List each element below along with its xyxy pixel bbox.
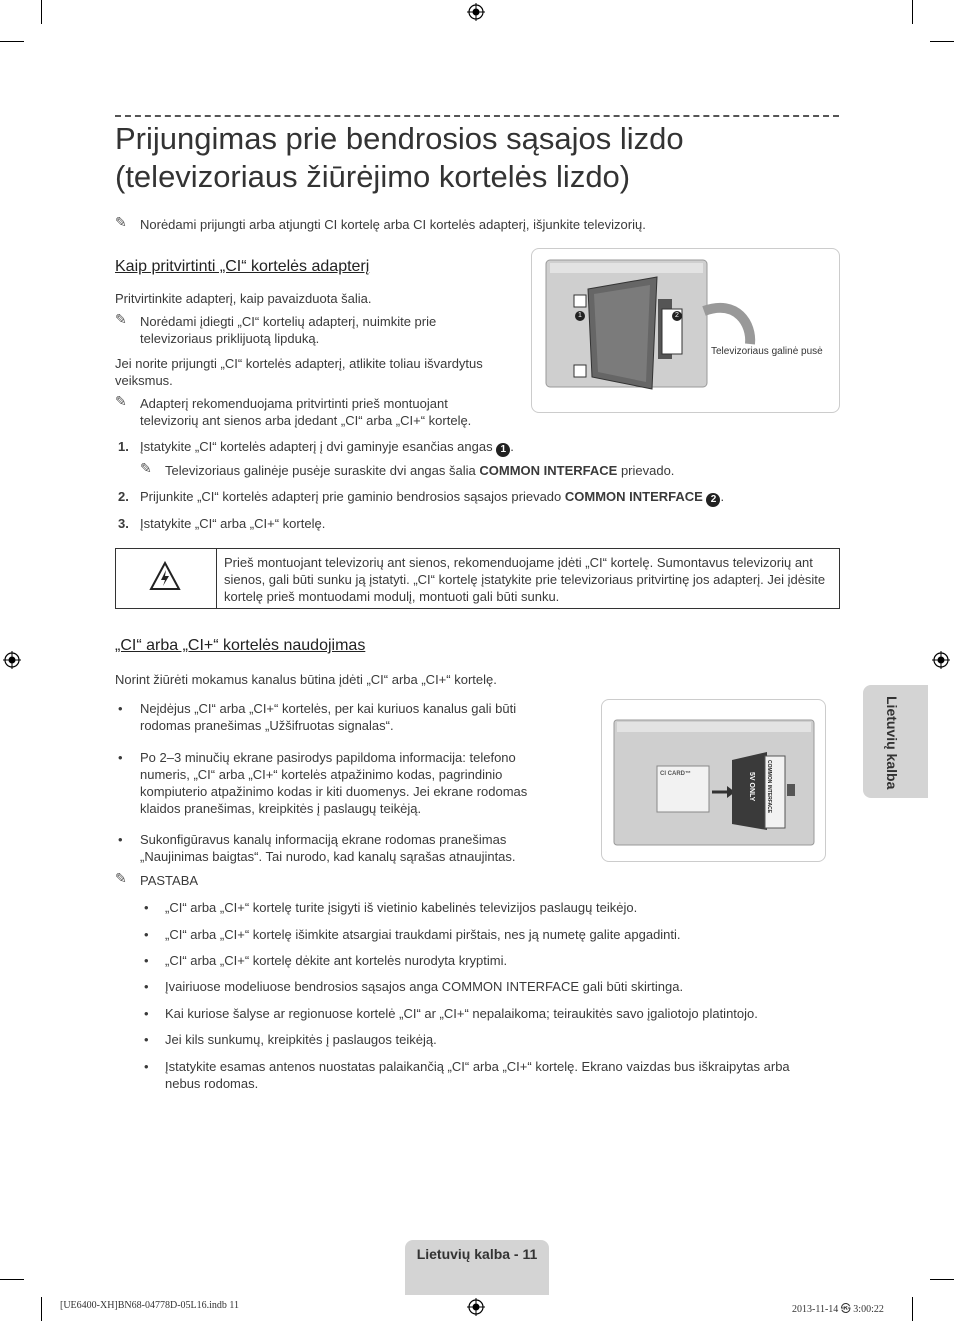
title-divider bbox=[115, 115, 839, 117]
marker-2-icon: 2 bbox=[706, 493, 720, 507]
section1-note2: Adapterį rekomenduojama pritvirtinti prieš montuojant televizorių ant sienos arba įdedant „CI“ arba „CI+“ kortelę. bbox=[140, 396, 472, 428]
page-number-label: Lietuvių kalba - 11 bbox=[416, 1246, 538, 1262]
adapter-illustration bbox=[531, 248, 840, 413]
language-side-tab-label: Lietuvių kalba bbox=[884, 695, 900, 790]
step-number: 1. bbox=[118, 439, 129, 454]
note-icon: ✎ bbox=[115, 871, 127, 887]
ci-card-image bbox=[602, 700, 825, 861]
registration-mark-icon bbox=[3, 651, 21, 669]
registration-mark-icon bbox=[467, 3, 485, 21]
section1-p1: Pritvirtinkite adapterį, kaip pavaizduota šalia. bbox=[115, 291, 372, 306]
ci-card-label: CI CARD™ bbox=[660, 771, 691, 777]
tv-back-adapter-image bbox=[532, 249, 839, 412]
page-title: Prijungimas prie bendrosios sąsajos lizdo (televizoriaus žiūrėjimo kortelės lizdo) bbox=[115, 121, 684, 194]
warning-icon bbox=[149, 561, 181, 591]
step2-text: Prijunkite „CI“ kortelės adapterį prie gaminio bendrosios sąsajos prievado COMMON INTERFACE 2 . bbox=[140, 489, 725, 505]
registration-mark-icon bbox=[932, 651, 950, 669]
section2-bullet3: Sukonfigūravus kanalų informaciją ekrane rodomas pranešimas „Naujinimas baigtas“. Tai nurodo, kad kanalų sąrašas atnaujintas. bbox=[140, 832, 516, 864]
note-icon: ✎ bbox=[115, 312, 127, 328]
step1-note: Televizoriaus galinėje pusėje suraskite dvi angas šalia COMMON INTERFACE prievado. bbox=[165, 463, 675, 478]
section2-p1: Norint žiūrėti mokamus kanalus būtina įdėti „CI“ arba „CI+“ kortelę. bbox=[115, 672, 497, 687]
marker-2-icon: 2 bbox=[672, 311, 682, 321]
bullet: • bbox=[144, 1059, 149, 1074]
note-item: Įstatykite esamas antenos nuostatas palaikančią „CI“ arba „CI+“ kortelę. Ekrano vaizdas bus iškraipytas arba nebus rodomas. bbox=[165, 1059, 790, 1091]
registration-mark-icon bbox=[467, 1298, 485, 1316]
note-item: Jei kils sunkumų, kreipkitės į paslaugos teikėją. bbox=[165, 1032, 437, 1047]
marker-1-icon: 1 bbox=[496, 443, 510, 457]
slot-label: COMMON INTERFACE bbox=[766, 760, 772, 814]
marker-1-icon: 1 bbox=[575, 311, 585, 321]
note-icon: ✎ bbox=[140, 461, 152, 477]
step1-text: Įstatykite „CI“ kortelės adapterį į dvi gaminyje esančias angas 1 . bbox=[140, 439, 514, 455]
section1-heading: Kaip pritvirtinti „CI“ kortelės adapterį bbox=[115, 258, 370, 275]
bullet: • bbox=[118, 832, 123, 847]
step3-text: Įstatykite „CI“ arba „CI+“ kortelę. bbox=[140, 516, 326, 531]
section1-p2: Jei norite prijungti „CI“ kortelės adapterį, atlikite toliau išvardytus veiksmus. bbox=[115, 356, 483, 388]
intro-note: Norėdami prijungti arba atjungti CI kortelę arba CI kortelės adapterį, išjunkite televizorių. bbox=[140, 217, 646, 232]
bullet: • bbox=[144, 979, 149, 994]
bullet: • bbox=[144, 1032, 149, 1047]
note-item: „CI“ arba „CI+“ kortelę išimkite atsargiai traukdami pirštais, nes ją numetę galite apgadinti. bbox=[165, 927, 681, 942]
note-item: „CI“ arba „CI+“ kortelę turite įsigyti iš vietinio kabelinės televizijos paslaugų teikėjo. bbox=[165, 900, 638, 915]
note-icon: ✎ bbox=[115, 394, 127, 410]
section2-bullet2: Po 2–3 minučių ekrane pasirodys papildoma informacija: telefono numeris, „CI“ arba „CI+“ kortelės atpažinimo kodas, pagrindinio kompiuterio atpažinimo kodas ir kiti duomenys. Jei ekrane rodomas klaidos pranešimas, kreipkitės į paslaugų teikėją. bbox=[140, 750, 528, 816]
bullet: • bbox=[144, 927, 149, 942]
section1-note1: Norėdami įdiegti „CI“ kortelių adapterį, nuimkite prie televizoriaus priklijuotą lipduką. bbox=[140, 314, 437, 346]
slot-label-5v: 5V ONLY bbox=[748, 772, 755, 802]
step-number: 2. bbox=[118, 489, 129, 504]
bullet: • bbox=[118, 701, 123, 716]
section2-heading: „CI“ arba „CI+“ kortelės naudojimas bbox=[115, 637, 366, 654]
image-caption: Televizoriaus galinė pusė bbox=[711, 346, 823, 357]
note-item: „CI“ arba „CI+“ kortelę dėkite ant kortelės nurodyta kryptimi. bbox=[165, 953, 508, 968]
note-icon: ✎ bbox=[115, 215, 127, 231]
note-item: Kai kuriose šalyse ar regionuose kortelė „CI“ ar „CI+“ nepalaikoma; teiraukitės savo įgaliotojo platintojo. bbox=[165, 1006, 758, 1021]
footer-right: 2013-11-14 ㉿ 3:00:22 bbox=[792, 1304, 884, 1315]
warning-text: Prieš montuojant televizorių ant sienos, rekomenduojame įdėti „CI“ kortelę. Sumontavus televizorių ant sienos, gali būti sunku ją įstatyti. „CI“ kortelę įstatykite prie televizoriaus pritvirtinę jos adapterį. Jei įdėsite kortelę prieš montuodami modulį, montuoti gali būti sunku. bbox=[224, 555, 826, 604]
step-number: 3. bbox=[118, 516, 129, 531]
bullet: • bbox=[118, 750, 123, 765]
footer-left: [UE6400-XH]BN68-04778D-05L16.indb 11 bbox=[60, 1300, 240, 1311]
section2-bullet1: Neįdėjus „CI“ arba „CI+“ kortelės, per kai kuriuos kanalus gali būti rodomas pranešimas „Užšifruotas signalas“. bbox=[140, 701, 517, 733]
ci-card-illustration bbox=[601, 699, 826, 862]
note-label: PASTABA bbox=[140, 873, 199, 888]
bullet: • bbox=[144, 900, 149, 915]
bullet: • bbox=[144, 1006, 149, 1021]
note-item: Įvairiuose modeliuose bendrosios sąsajos anga COMMON INTERFACE gali būti skirtinga. bbox=[165, 979, 684, 994]
bullet: • bbox=[144, 953, 149, 968]
